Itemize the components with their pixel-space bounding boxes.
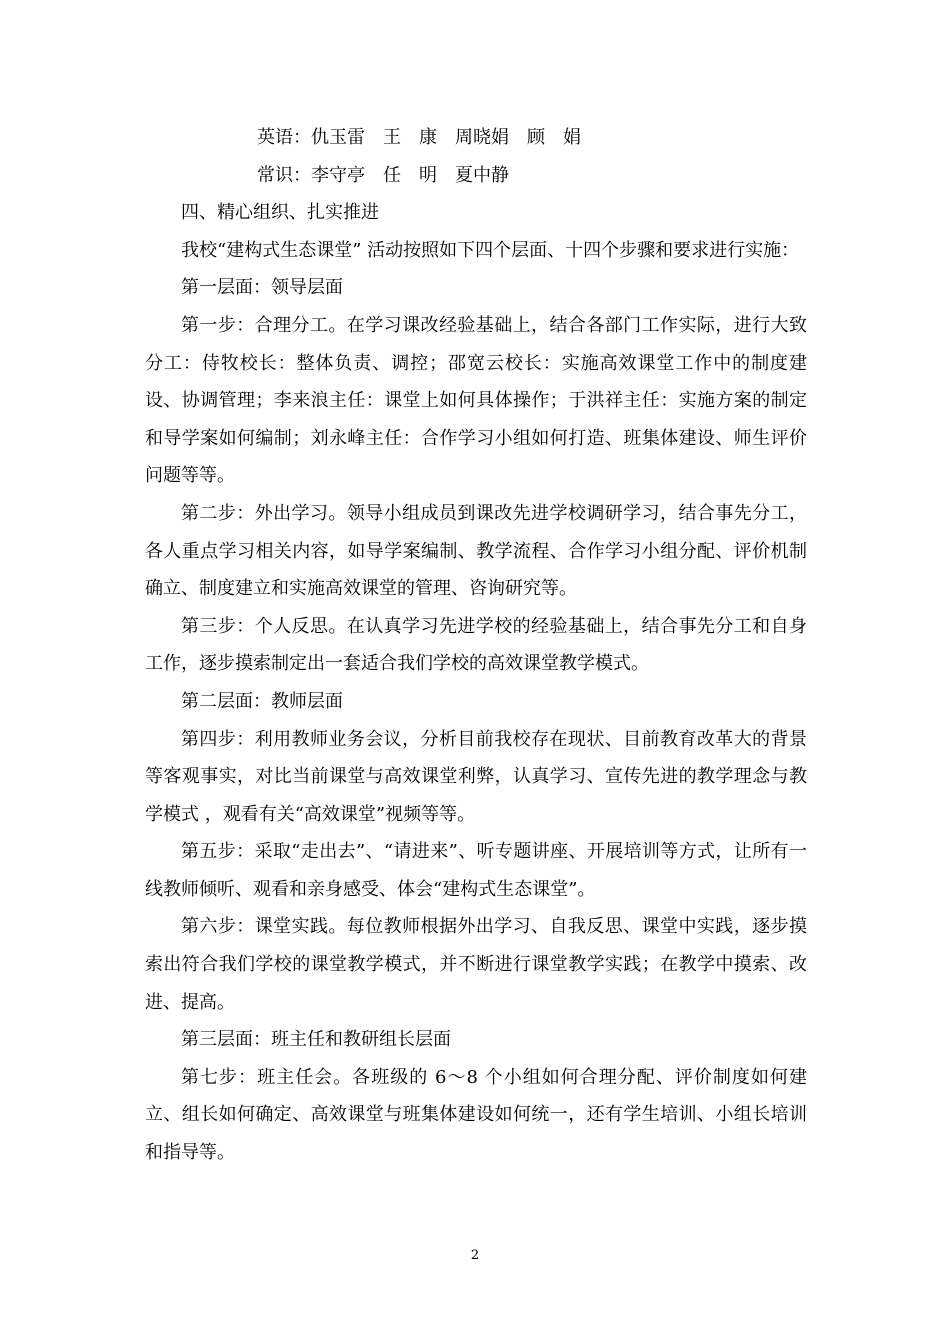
section-heading: 四、精心组织、扎实推进 — [181, 202, 379, 224]
paragraph: 第四步：利用教师业务会议，分析目前我校存在现状、目前教育改革大的背景等客观事实，对比当前课堂与高效课堂利弊，认真学习、宣传先进的教学理念与教学模式 ，观看有关“高效课堂”视频等等。 — [145, 728, 807, 825]
level-heading: 第三层面：班主任和教研组长层面 — [181, 1029, 451, 1051]
paragraph: 第七步：班主任会。各班级的 6～8 个小组如何合理分配、评价制度如何建立、组长如何确定、高效课堂与班集体建设如何统一，还有学生培训、小组长培训和指导等。 — [145, 1066, 807, 1164]
level-heading: 第一层面：领导层面 — [181, 277, 343, 299]
paragraph: 第二步：外出学习。领导小组成员到课改先进学校调研学习，结合事先分工，各人重点学习相关内容，如导学案编制、教学流程、合作学习小组分配、评价机制确立、制度建立和实施高效课堂的管理、咨询研究等。 — [145, 502, 807, 600]
page-number: 2 — [470, 1248, 480, 1263]
body-text — [145, 119, 807, 1172]
roster-line-general-knowledge: 常识：李守亭 任 明 夏中静 — [257, 164, 509, 186]
roster-line-english: 英语：仇玉雷 王 康 周晓娟 顾 娟 — [257, 127, 581, 148]
paragraph: 第三步：个人反思。在认真学习先进学校的经验基础上，结合事先分工和自身工作，逐步摸索制定出一套适合我们学校的高效课堂教学模式。 — [145, 615, 807, 675]
paragraph: 第六步：课堂实践。每位教师根据外出学习、自我反思、课堂中实践，逐步摸索出符合我们学校的课堂教学模式，并不断进行课堂教学实践；在教学中摸索、改进、提高。 — [145, 916, 807, 1013]
paragraph: 第一步：合理分工。在学习课改经验基础上，结合各部门工作实际，进行大致分工：侍牧校长：整体负责、调控；邵宽云校长：实施高效课堂工作中的制度建设、协调管理；李来浪主任：课堂上如何具体操作；于洪祥主任：实施方案的制定和导学案如何编制；刘永峰主任：合作学习小组如何打造、班集体建设、师生评价问题等等。 — [145, 314, 807, 487]
level-heading: 第二层面：教师层面 — [181, 690, 343, 712]
paragraph: 第五步：采取“走出去”、“请进来”、听专题讲座、开展培训等方式，让所有一线教师倾听、观看和亲身感受、体会“建构式生态课堂”。 — [145, 841, 807, 900]
paragraph: 我校“建构式生态课堂” 活动按照如下四个层面、十四个步骤和要求进行实施： — [181, 239, 800, 261]
